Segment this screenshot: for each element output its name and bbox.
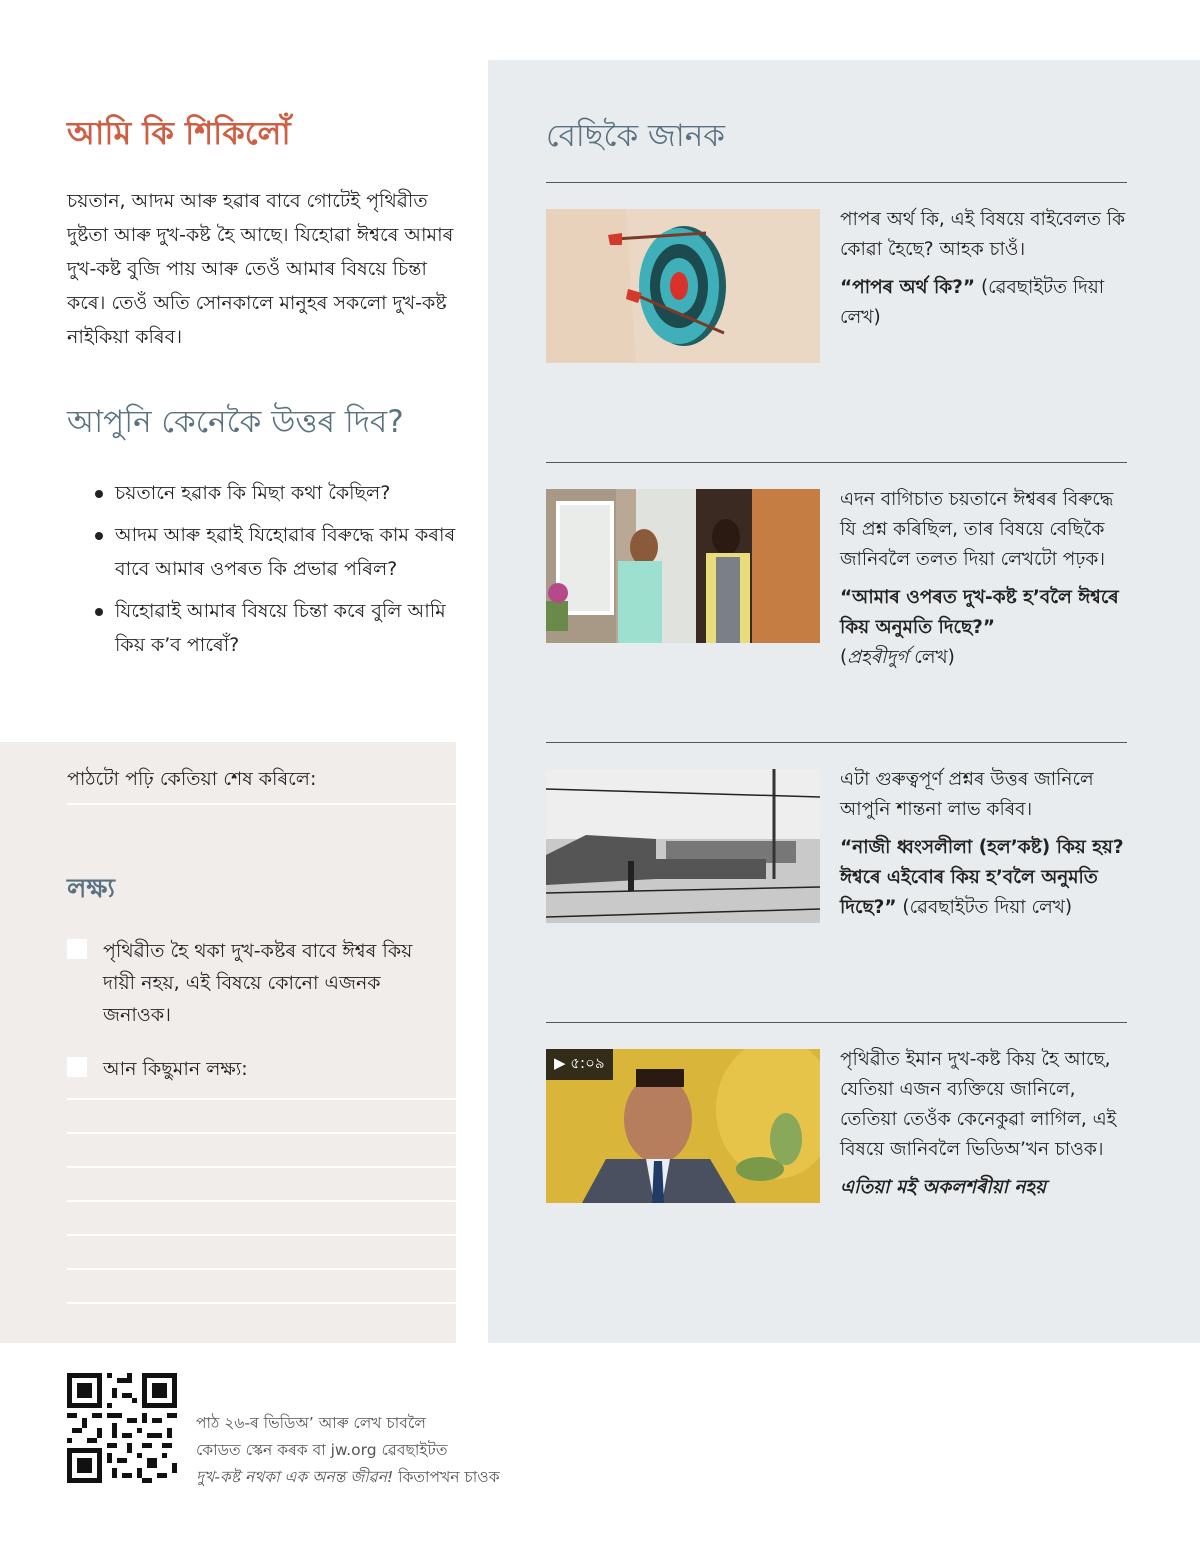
entry-source-close: লেখ) <box>908 647 955 668</box>
entry-title-link[interactable]: “নাজী ধ্বংসলীলা (হল’কষ্ট) কিয় হয়? ঈশ্বৰে এইবোৰ কিয় হ’বলৈ অনুমতি দিছে?” <box>840 837 1124 918</box>
finished-date-line[interactable] <box>67 803 456 805</box>
entry-description: এটা গুৰুত্বপূৰ্ণ প্ৰশ্নৰ উত্তৰ জানিলে আপুনি শান্তনা লাভ কৰিব। <box>840 769 1094 820</box>
goal-write-line[interactable] <box>67 1166 456 1168</box>
entry-source-publication: প্ৰহৰীদুৰ্গ <box>847 647 909 668</box>
footer-note <box>196 1410 500 1491</box>
resource-entry <box>840 765 1130 931</box>
entry-title-link[interactable]: “পাপৰ অৰ্থ কি?” <box>840 277 976 298</box>
goal-checkbox[interactable] <box>67 939 87 959</box>
answer-heading: আপুনি কেনেকৈ উত্তৰ দিব? <box>67 404 404 440</box>
goal-write-line[interactable] <box>67 1268 456 1270</box>
learned-summary: চয়তান, আদম আৰু হৱাৰ বাবে গোটেই পৃথিৱীত দুষ্টতা আৰু দুখ-কষ্ট হৈ আছে। যিহোৱা ঈশ্বৰে আমাৰ দুখ-কষ্ট বুজি পায় আৰু তেওঁ আমাৰ বিষয়ে চিন্তা কৰে। তেওঁ অতি সোনকালে মানুহৰ সকলো দুখ-কষ্ট নাইকিয়া কৰিব। <box>67 190 454 348</box>
footer-line: পাঠ ২৬-ৰ ভিডিঅ’ আৰু লেখ চাবলৈ <box>196 1414 426 1432</box>
list-item: চয়তানে হৱাক কি মিছা কথা কৈছিল? <box>95 476 467 510</box>
goal-text: আন কিছুমান লক্ষ্য: <box>103 1058 248 1080</box>
list-item: যিহোৱাই আমাৰ বিষয়ে চিন্তা কৰে বুলি আমি কিয় ক’ব পাৰোঁ? <box>95 594 467 662</box>
divider <box>546 742 1127 743</box>
goal-text: পৃথিৱীত হৈ থকা দুখ-কষ্টৰ বাবে ঈশ্বৰ কিয় দায়ী নহয়, এই বিষয়ে কোনো এজনক জনাওক। <box>103 940 413 1026</box>
finished-label: পাঠটো পঢ়ি কেতিয়া শেষ কৰিলে: <box>67 768 317 790</box>
learn-more-heading: বেছিকৈ জানক <box>546 118 725 154</box>
video-thumbnail[interactable] <box>546 1049 820 1203</box>
record-panel <box>0 742 456 1343</box>
entry-description: পৃথিৱীত ইমান দুখ-কষ্ট কিয় হৈ আছে, যেতিয়া এজন ব্যক্তিয়ে জানিলে, তেতিয়া তেওঁক কেনেকুৱা লাগিল, এই বিষয়ে জানিবলৈ ভিডিঅ’খন চাওক। <box>840 1049 1117 1160</box>
camp-photo-image[interactable] <box>546 769 820 923</box>
goal-write-line[interactable] <box>67 1302 456 1304</box>
divider <box>546 462 1127 463</box>
goal-write-line[interactable] <box>67 1132 456 1134</box>
list-item: আদম আৰু হৱাই যিহোৱাৰ বিৰুদ্ধে কাম কৰাৰ বাবে আমাৰ ওপৰত কি প্ৰভাৱ পৰিল? <box>95 518 467 586</box>
footer-book-title: দুখ-কষ্ট নথকা এক অনন্ত জীৱন! <box>196 1468 394 1486</box>
goal-item <box>67 1053 427 1085</box>
goal-checkbox[interactable] <box>67 1057 87 1077</box>
goal-write-line[interactable] <box>67 1234 456 1236</box>
video-duration-badge: ▶ ৫:০৯ <box>546 1049 613 1080</box>
question-list <box>67 476 467 662</box>
entry-description: পাপৰ অৰ্থ কি, এই বিষয়ে বাইবেলত কি কোৱা হৈছে? আহক চাওঁ। <box>840 209 1126 260</box>
resource-entry <box>840 1045 1130 1211</box>
goal-heading: লক্ষ্য <box>67 874 115 904</box>
goal-write-line[interactable] <box>67 1200 456 1202</box>
entry-title-link[interactable]: “আমাৰ ওপৰত দুখ-কষ্ট হ’বলৈ ঈশ্বৰে কিয় অনুমতি দিছে?” <box>840 587 1119 638</box>
footer-line-rest: কিতাপখন চাওক <box>393 1468 500 1486</box>
target-image[interactable] <box>546 209 820 363</box>
entry-reference <box>840 1173 1130 1203</box>
entry-reference <box>840 833 1130 923</box>
entry-description: এদন বাগিচাত চয়তানে ঈশ্বৰৰ বিৰুদ্ধে যি প্ৰশ্ন কৰিছিল, তাৰ বিষয়ে বেছিকৈ জানিবলৈ তলত দিয়া লেখটো পঢ়ক। <box>840 489 1114 570</box>
footer-line: কোডত স্কেন কৰক বা jw.org ৱেবছাইটত <box>196 1441 448 1459</box>
goal-item <box>67 935 427 1031</box>
entry-source-open: ( <box>840 647 848 668</box>
entry-reference <box>840 273 1130 333</box>
entry-source: (ৱেবছাইটত দিয়া লেখ) <box>896 897 1073 918</box>
entry-reference <box>840 583 1130 673</box>
footer-line <box>196 1464 500 1491</box>
learned-section <box>67 108 467 670</box>
divider <box>546 182 1127 183</box>
divider <box>546 1022 1127 1023</box>
resource-entry <box>840 205 1130 341</box>
qr-code[interactable] <box>67 1373 177 1483</box>
learned-heading: আমি কি শিকিলোঁ <box>67 114 291 152</box>
entry-source: (ৱেবছাইটত দিয়া লেখ) <box>840 277 1105 328</box>
video-title-link[interactable]: এতিয়া মই অকলশৰীয়া নহয় <box>840 1177 1047 1198</box>
goal-write-line[interactable] <box>67 1098 456 1100</box>
doorstep-image[interactable] <box>546 489 820 643</box>
resource-entry <box>840 485 1130 681</box>
